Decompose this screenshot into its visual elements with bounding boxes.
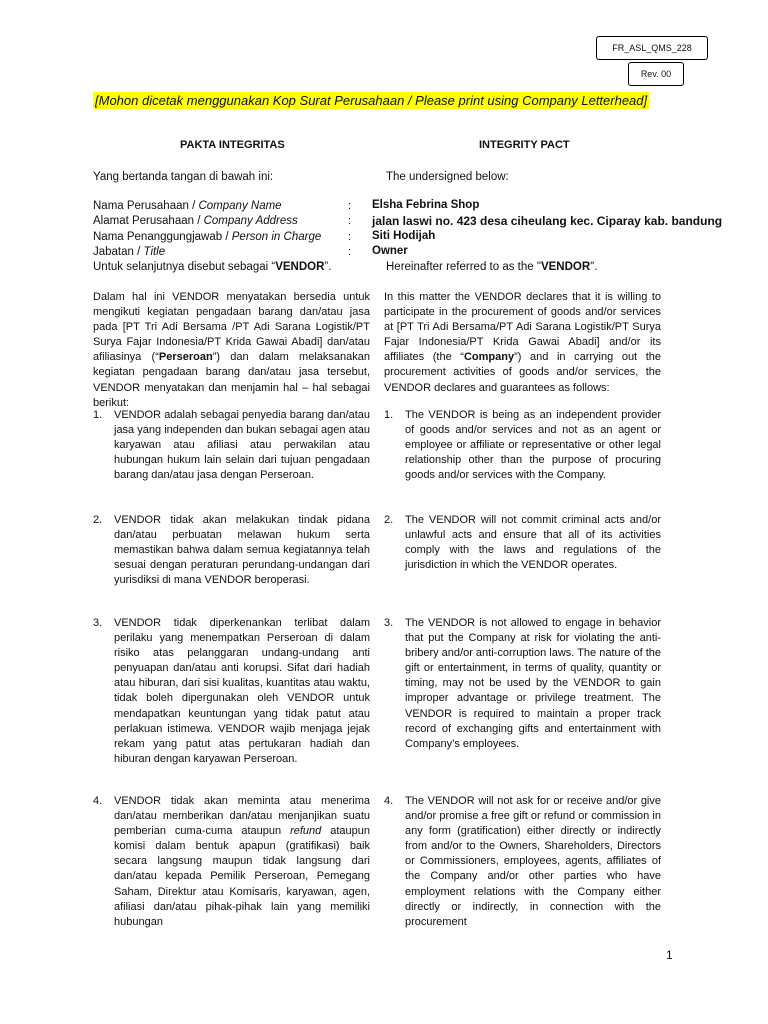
field-label-company-name: Nama Perusahaan / Company Name — [93, 200, 282, 212]
field-value-person-in-charge: Siti Hodijah — [372, 230, 436, 242]
field-value-company-address: jalan laswi no. 423 desa ciheulang kec. Ciparay kab. bandung — [372, 214, 723, 228]
referred-english: Hereinafter referred to as the "VENDOR". — [386, 261, 598, 273]
revision-box — [628, 62, 684, 86]
field-label-title: Jabatan / Title — [93, 246, 166, 258]
page-number: 1 — [666, 948, 673, 962]
title-english: INTEGRITY PACT — [479, 139, 570, 151]
field-colon: : — [348, 215, 352, 227]
revision-label: Rev. 00 — [640, 69, 672, 79]
statement-indonesian: Dalam hal ini VENDOR menyatakan bersedia untuk mengikuti kegiatan pengadaan barang dan/atau jasa pada [PT Tri Adi Bersama /PT Adi Sarana Logistik/PT Surya Fajar Indonesia/PT Krida Gawai Abadi] dan/atau afiliasinya (“Perseroan”) dan dalam melaksanakan kegiatan pengadaan barang dan/atau jasa tersebut, VENDOR menyatakan dan menjamin hal – hal sebagai berikut: — [93, 291, 370, 409]
field-label-company-address: Alamat Perusahaan / Company Address — [93, 215, 298, 227]
referred-indonesian: Untuk selanjutnya disebut sebagai “VENDOR”. — [93, 261, 332, 273]
intro-english: The undersigned below: — [386, 171, 509, 183]
document-code-box — [596, 36, 708, 60]
field-colon: : — [348, 246, 352, 258]
intro-indonesian: Yang bertanda tangan di bawah ini: — [93, 171, 274, 183]
letterhead-note: [Mohon dicetak menggunakan Kop Surat Perusahaan / Please print using Company Letterhead] — [95, 93, 648, 108]
field-value-company-name: Elsha Febrina Shop — [372, 199, 480, 211]
statement-english: In this matter the VENDOR declares that it is willing to participate in the procurement of goods and/or services at [PT Tri Adi Bersama/PT Adi Sarana Logistik/PT Surya Fajar Indonesia/PT Krida Gawai Abadi] and/or its affiliates (the “Company”) and in carrying out the procurement activities of goods and/or services, the VENDOR declares and guarantees as follows: — [384, 291, 661, 394]
field-colon: : — [348, 200, 352, 212]
field-label-person-in-charge: Nama Penanggungjawab / Person in Charge — [93, 231, 322, 243]
field-colon: : — [348, 231, 352, 243]
field-value-title: Owner — [372, 245, 408, 257]
title-indonesian: PAKTA INTEGRITAS — [180, 139, 285, 151]
document-code: FR_ASL_QMS_228 — [612, 43, 692, 53]
document-page: FR_ASL_QMS_228 Rev. 00 [Mohon dicetak menggunakan Kop Surat Perusahaan / Please print using Company Letterhead] PAKTA INTEGRITAS INTEGRITY PACT Yang bertanda tangan di bawah ini: The undersigned below: Nama Perusahaan / Company Name : Elsha Febrina Shop Alamat Perusahaan / Company Address : jalan laswi no. 423 desa ciheulang kec. Ciparay kab. bandung Nama Penanggungjawab / Person in Charge : Siti Hodijah Jabatan / Title : Owner Untuk selanjutnya disebut sebagai “VENDOR”. Hereinafter referred to as the "VENDOR". Dalam hal ini VENDOR menyatakan bersedia untuk mengikuti kegiatan pengadaan barang dan/atau jasa pada [PT Tri Adi Bersama /PT Adi Sarana Logistik/PT Surya Fajar Indonesia/PT Krida Gawai Abadi] dan/atau afiliasinya (“Perseroan”) dan dalam melaksanakan kegiatan pengadaan barang dan/atau jasa tersebut, VENDOR menyatakan dan menjamin hal – hal sebagai berikut: In this matter the VENDOR declares that it is willing to participate in the procurement of goods and/or services at [PT Tri Adi Bersama/PT Adi Sarana Logistik/PT Surya Fajar Indonesia/PT Krida Gawai Abadi] and/or its affiliates (the “Company”) and in carrying out the procurement activities of goods and/or services, the VENDOR declares and guarantees as follows: 1. VENDOR adalah sebagai penyedia barang dan/atau jasa yang independen dan bukan sebagai agen atau karyawan atau afiliasi atau perwakilan atau hubungan hukum lain selain dari tujuan pengadaan barang dan/atau jasa dengan Perseroan. 1. The VENDOR is being as an independent provider of goods and/or services and not as an agent or employee or affiliate or representative or other legal relationship other than the purpose of procuring goods and/or services with the Company. 2. VENDOR tidak akan melakukan tindak pidana dan/atau perbuatan melawan hukum serta memastikan bahwa dalam semua kegiatannya telah sesuai dengan peraturan perundang-undangan dari yurisdiksi di mana VENDOR beroperasi. 2. The VENDOR will not commit criminal acts and/or unlawful acts and ensure that all of its activities comply with the laws and regulations of the jurisdiction in which the VENDOR operates. 3. VENDOR tidak diperkenankan terlibat dalam perilaku yang menempatkan Perseroan di dalam risiko atas pelanggaran undang-undang anti penyuapan dan/atau anti korupsi. Sifat dari hadiah atau hiburan, dari sisi kualitas, kuantitas atau waktu, tidak boleh dipergunakan oleh VENDOR untuk mendapatkan keuntungan yang tidak patut atau perlakuan istimewa. VENDOR wajib menjaga jejak rekam yang patut atas pertukaran hadiah dan hiburan dengan karyawan Perseroan. 3. The VENDOR is not allowed to engage in behavior that put the Company at risk for violating the anti-bribery and/or anti-corruption laws. The nature of the gift or entertainment, in terms of quality, quantity or timing, may not be used by the VENDOR to gain improper advantage or privilege treatment. The VENDOR is required to maintain a proper track record of exchanging gifts and entertainment with Company’s employees. 4. VENDOR tidak akan meminta atau menerima dan/atau memberikan dan/atau menjanjikan suatu pemberian cuma-cuma ataupun refund ataupun komisi dalam bentuk apapun (gratifikasi) baik secara langsung maupun tidak langsung dari dan/atau kepada Pemilik Perseroan, Pemegang Saham, Direktur atau Komisaris, karyawan, agen, afiliasi dan/atau pihak-pihak lain yang memiliki hubungan 4. The VENDOR will not ask for or receive and/or give and/or promise a free gift or refund or commission in any form (gratification) either directly or indirectly from and/or to the Owners, Shareholders, Directors or Commissioners, employees, agents, affiliates of the Company and/or other parties who have employment relations with the Company either directly or indirectly, in connection with the procurement 1 — [0, 0, 768, 1024]
